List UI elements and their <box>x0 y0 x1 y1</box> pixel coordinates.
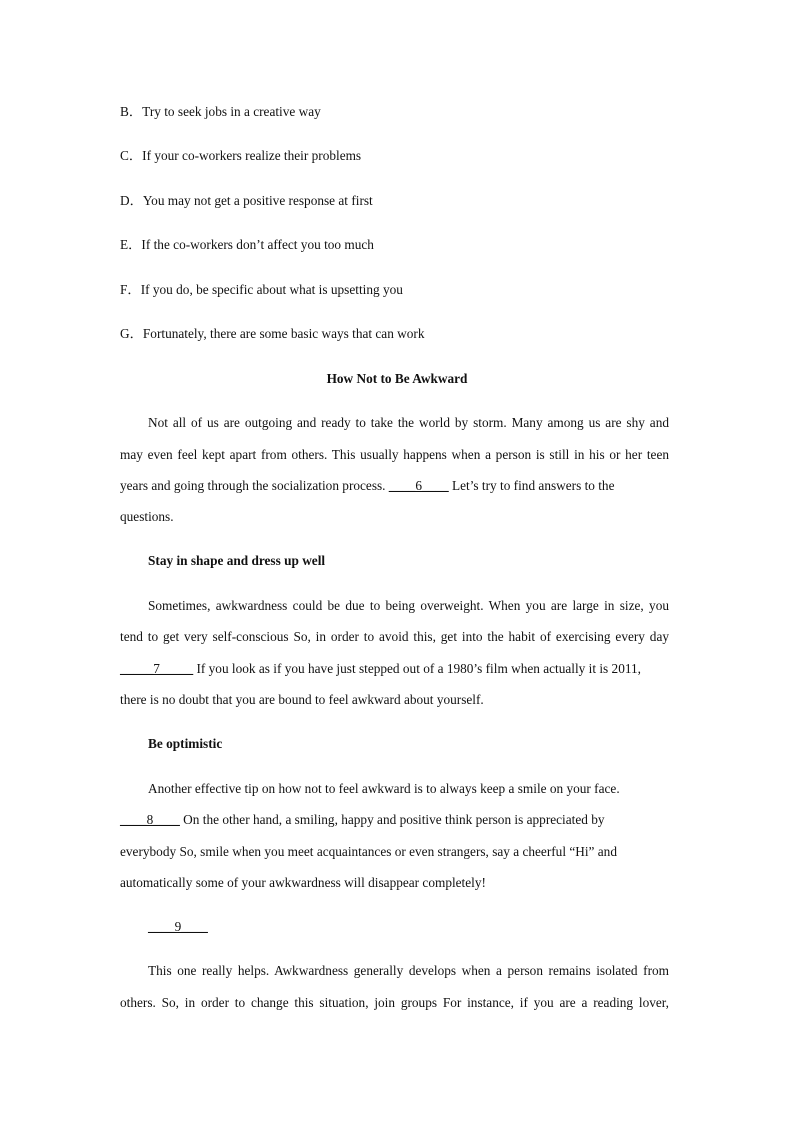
paragraph-2-line-2: tend to get very self-conscious So, in order to avoid this, get into the habit of exercising every day <box>120 629 669 644</box>
section-heading-shape: Stay in shape and dress up well <box>148 553 326 568</box>
option-text: If the co-workers don’t affect you too much <box>141 237 374 252</box>
paragraph-1-line-3 <box>120 478 614 494</box>
option-letter: G． <box>120 326 143 341</box>
option-f <box>120 282 403 298</box>
option-e <box>120 237 374 253</box>
option-text: If you do, be specific about what is upsetting you <box>140 282 403 297</box>
paragraph-3-line-3: everybody So, smile when you meet acquaintances or even strangers, say a cheerful “Hi” and <box>120 844 617 859</box>
option-letter: B． <box>120 104 143 119</box>
option-text: If your co-workers realize their problems <box>142 148 362 163</box>
blank-6: ____6____ <box>388 478 449 493</box>
paragraph-2-line-3 <box>120 661 641 677</box>
section-heading-optimistic: Be optimistic <box>148 736 223 751</box>
option-letter: C． <box>120 148 143 163</box>
option-text: You may not get a positive response at first <box>142 193 373 208</box>
paragraph-4-line-2: others. So, in order to change this situation, join groups For instance, if you are a reading lover, <box>120 995 669 1010</box>
paragraph-1-line-2: may even feel kept apart from others. This usually happens when a person is still in his or her teen <box>120 447 669 462</box>
option-text: Fortunately, there are some basic ways that can work <box>142 326 425 341</box>
paragraph-2-line-1: Sometimes, awkwardness could be due to being overweight. When you are large in size, you <box>148 598 669 613</box>
paragraph-text: years and going through the socialization process. <box>120 478 386 493</box>
blank-7: _____7_____ <box>120 661 194 676</box>
paragraph-text: If you look as if you have just stepped out of a 1980’s film when actually it is 2011, <box>196 661 641 676</box>
paragraph-3-line-1: Another effective tip on how not to feel awkward is to always keep a smile on your face. <box>148 781 620 796</box>
article-title: How Not to Be Awkward <box>326 371 468 386</box>
option-letter: D． <box>120 193 143 208</box>
option-letter: E． <box>120 237 142 252</box>
paragraph-1-line-1: Not all of us are outgoing and ready to take the world by storm. Many among us are shy and <box>148 415 669 430</box>
paragraph-4-line-1: This one really helps. Awkwardness generally develops when a person remains isolated from <box>148 963 669 978</box>
option-text: Try to seek jobs in a creative way <box>142 104 321 119</box>
option-b <box>120 104 321 120</box>
paragraph-3-line-2 <box>120 812 605 828</box>
paragraph-text: On the other hand, a smiling, happy and positive think person is appreciated by <box>183 812 605 827</box>
paragraph-text: Let’s try to find answers to the <box>452 478 615 493</box>
option-letter: F． <box>120 282 141 297</box>
paragraph-2-line-4: there is no doubt that you are bound to feel awkward about yourself. <box>120 692 484 707</box>
paragraph-3-line-4: automatically some of your awkwardness will disappear completely! <box>120 875 486 890</box>
option-d <box>120 193 373 209</box>
paragraph-1-line-4: questions. <box>120 509 174 524</box>
option-c <box>120 148 361 164</box>
blank-8: ____8____ <box>120 812 180 827</box>
option-g <box>120 326 425 342</box>
blank-9-heading: ____9____ <box>148 919 208 934</box>
